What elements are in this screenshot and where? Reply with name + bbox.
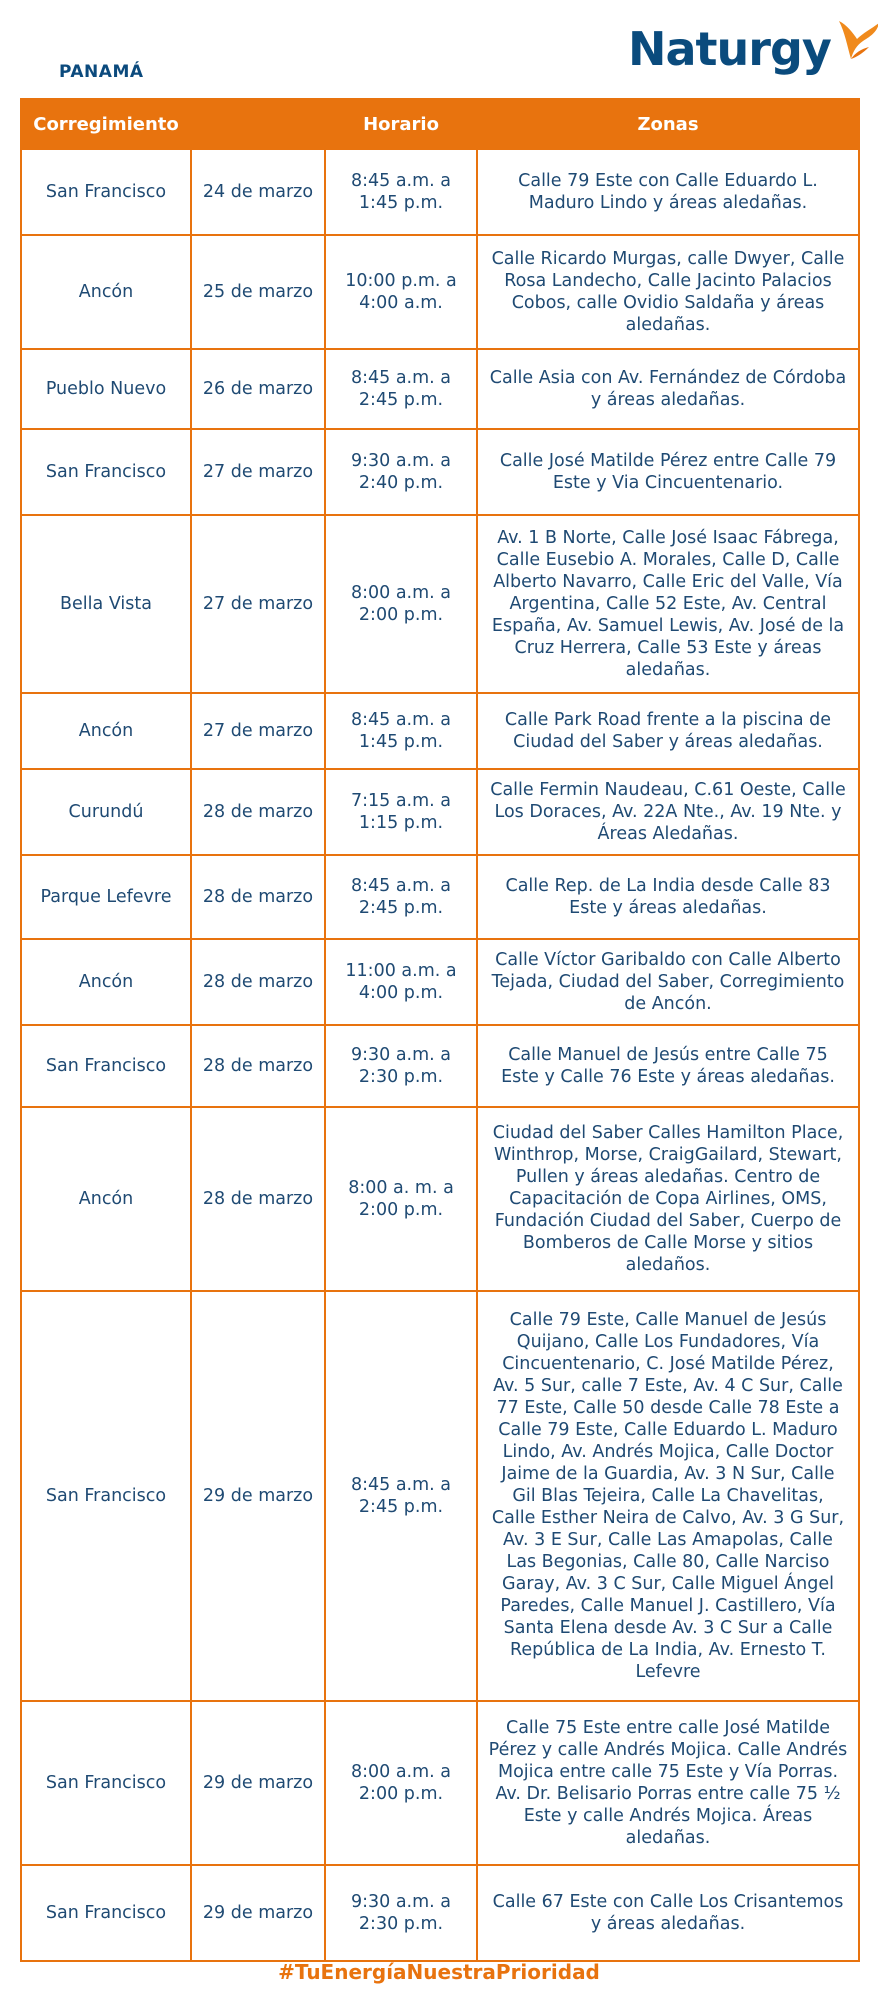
cell-corregimiento: Pueblo Nuevo — [21, 349, 191, 429]
table-row — [21, 939, 859, 1025]
cell-corregimiento: San Francisco — [21, 1025, 191, 1107]
cell-zonas: Calle Manuel de Jesús entre Calle 75 Este y Calle 76 Este y áreas aledañas. — [477, 1025, 859, 1107]
table-row — [21, 349, 859, 429]
cell-horario: 8:45 a.m. a 1:45 p.m. — [325, 693, 477, 769]
cell-zonas: Calle 75 Este entre calle José Matilde Pérez y calle Andrés Mojica. Calle Andrés Mojica entre calle 75 Este y Vía Porras. Av. Dr. Belisario Porras entre calle 75 ½ Este y calle Andrés Mojica. Áreas aledañas. — [477, 1701, 859, 1865]
cell-fecha: 29 de marzo — [191, 1291, 325, 1701]
cell-zonas: Calle Ricardo Murgas, calle Dwyer, Calle Rosa Landecho, Calle Jacinto Palacios Cobos, calle Ovidio Saldaña y áreas aledañas. — [477, 235, 859, 349]
cell-fecha: 29 de marzo — [191, 1701, 325, 1865]
cell-fecha: 28 de marzo — [191, 1107, 325, 1291]
page-header — [0, 0, 878, 98]
cell-zonas: Calle José Matilde Pérez entre Calle 79 Este y Via Cincuentenario. — [477, 429, 859, 515]
cell-corregimiento: San Francisco — [21, 429, 191, 515]
country-label: PANAMÁ — [59, 62, 144, 82]
cell-corregimiento: Ancón — [21, 1107, 191, 1291]
cell-zonas: Av. 1 B Norte, Calle José Isaac Fábrega, Calle Eusebio A. Morales, Calle D, Calle Alberto Navarro, Calle Eric del Valle, Vía Argentina, Calle 52 Este, Av. Central España, Av. Samuel Lewis, Av. José de la Cruz Herrera, Calle 53 Este y áreas aledañas. — [477, 515, 859, 693]
cell-horario: 8:45 a.m. a 1:45 p.m. — [325, 149, 477, 235]
cell-fecha: 28 de marzo — [191, 939, 325, 1025]
cell-zonas: Calle 79 Este con Calle Eduardo L. Maduro Lindo y áreas aledañas. — [477, 149, 859, 235]
cell-zonas: Calle Víctor Garibaldo con Calle Alberto Tejada, Ciudad del Saber, Corregimiento de Ancón. — [477, 939, 859, 1025]
cell-zonas: Calle Park Road frente a la piscina de Ciudad del Saber y áreas aledañas. — [477, 693, 859, 769]
cell-horario: 10:00 p.m. a 4:00 a.m. — [325, 235, 477, 349]
table-row — [21, 1025, 859, 1107]
table-row — [21, 1865, 859, 1961]
cell-zonas: Calle Fermin Naudeau, C.61 Oeste, Calle Los Doraces, Av. 22A Nte., Av. 19 Nte. y Áreas Aledañas. — [477, 769, 859, 855]
cell-horario: 8:45 a.m. a 2:45 p.m. — [325, 349, 477, 429]
schedule-table-container — [20, 98, 858, 1958]
cell-corregimiento: Bella Vista — [21, 515, 191, 693]
cell-fecha: 27 de marzo — [191, 429, 325, 515]
table-row — [21, 1701, 859, 1865]
column-header-corregimiento: Corregimiento — [21, 99, 191, 149]
cell-zonas: Calle 67 Este con Calle Los Crisantemos y áreas aledañas. — [477, 1865, 859, 1961]
cell-zonas: Calle Rep. de La India desde Calle 83 Este y áreas aledañas. — [477, 855, 859, 939]
schedule-table — [20, 98, 860, 1962]
cell-fecha: 27 de marzo — [191, 693, 325, 769]
naturgy-logo — [628, 14, 878, 84]
cell-fecha: 28 de marzo — [191, 1025, 325, 1107]
cell-fecha: 27 de marzo — [191, 515, 325, 693]
table-row — [21, 235, 859, 349]
cell-horario: 8:00 a.m. a 2:00 p.m. — [325, 515, 477, 693]
cell-fecha: 24 de marzo — [191, 149, 325, 235]
table-row — [21, 693, 859, 769]
cell-corregimiento: Ancón — [21, 235, 191, 349]
column-header-horario: Horario — [325, 99, 477, 149]
table-row — [21, 515, 859, 693]
cell-zonas: Calle 79 Este, Calle Manuel de Jesús Quijano, Calle Los Fundadores, Vía Cincuentenario, C. José Matilde Pérez, Av. 5 Sur, calle 7 Este, Av. 4 C Sur, Calle 77 Este, Calle 50 desde Calle 78 Este a Calle 79 Este, Calle Eduardo L. Maduro Lindo, Av. Andrés Mojica, Calle Doctor Jaime de la Guardia, Av. 3 N Sur, Calle Gil Blas Tejeira, Calle La Chavelitas, Calle Esther Neira de Calvo, Av. 3 G Sur, Av. 3 E Sur, Calle Las Amapolas, Calle Las Begonias, Calle 80, Calle Narciso Garay, Av. 3 C Sur, Calle Miguel Ángel Paredes, Calle Manuel J. Castillero, Vía Santa Elena desde Av. 3 C Sur a Calle República de La India, Av. Ernesto T. Lefevre — [477, 1291, 859, 1701]
table-header-row — [21, 99, 859, 149]
table-row — [21, 769, 859, 855]
table-row — [21, 149, 859, 235]
butterfly-icon — [833, 15, 878, 71]
column-header-zonas: Zonas — [477, 99, 859, 149]
cell-horario: 9:30 a.m. a 2:40 p.m. — [325, 429, 477, 515]
cell-fecha: 25 de marzo — [191, 235, 325, 349]
cell-fecha: 28 de marzo — [191, 855, 325, 939]
cell-corregimiento: San Francisco — [21, 1865, 191, 1961]
table-row — [21, 1291, 859, 1701]
cell-horario: 8:45 a.m. a 2:45 p.m. — [325, 1291, 477, 1701]
table-row — [21, 429, 859, 515]
cell-corregimiento: San Francisco — [21, 1291, 191, 1701]
footer-hashtag: #TuEnergíaNuestraPrioridad — [278, 1960, 600, 1984]
cell-fecha: 28 de marzo — [191, 769, 325, 855]
cell-fecha: 26 de marzo — [191, 349, 325, 429]
cell-zonas: Ciudad del Saber Calles Hamilton Place, Winthrop, Morse, CraigGailard, Stewart, Pullen y áreas aledañas. Centro de Capacitación de Copa Airlines, OMS, Fundación Ciudad del Saber, Cuerpo de Bomberos de Calle Morse y sitios aledaños. — [477, 1107, 859, 1291]
table-row — [21, 1107, 859, 1291]
cell-zonas: Calle Asia con Av. Fernández de Córdoba y áreas aledañas. — [477, 349, 859, 429]
cell-horario: 11:00 a.m. a 4:00 p.m. — [325, 939, 477, 1025]
cell-horario: 8:00 a.m. a 2:00 p.m. — [325, 1701, 477, 1865]
logo-text: Naturgy — [628, 22, 831, 76]
table-row — [21, 855, 859, 939]
cell-horario: 8:45 a.m. a 2:45 p.m. — [325, 855, 477, 939]
cell-corregimiento: Ancón — [21, 939, 191, 1025]
cell-corregimiento: San Francisco — [21, 149, 191, 235]
cell-corregimiento: San Francisco — [21, 1701, 191, 1865]
cell-horario: 9:30 a.m. a 2:30 p.m. — [325, 1025, 477, 1107]
cell-horario: 9:30 a.m. a 2:30 p.m. — [325, 1865, 477, 1961]
cell-corregimiento: Parque Lefevre — [21, 855, 191, 939]
cell-corregimiento: Ancón — [21, 693, 191, 769]
column-header-fecha — [191, 99, 325, 149]
cell-corregimiento: Curundú — [21, 769, 191, 855]
cell-fecha: 29 de marzo — [191, 1865, 325, 1961]
cell-horario: 7:15 a.m. a 1:15 p.m. — [325, 769, 477, 855]
cell-horario: 8:00 a. m. a 2:00 p.m. — [325, 1107, 477, 1291]
